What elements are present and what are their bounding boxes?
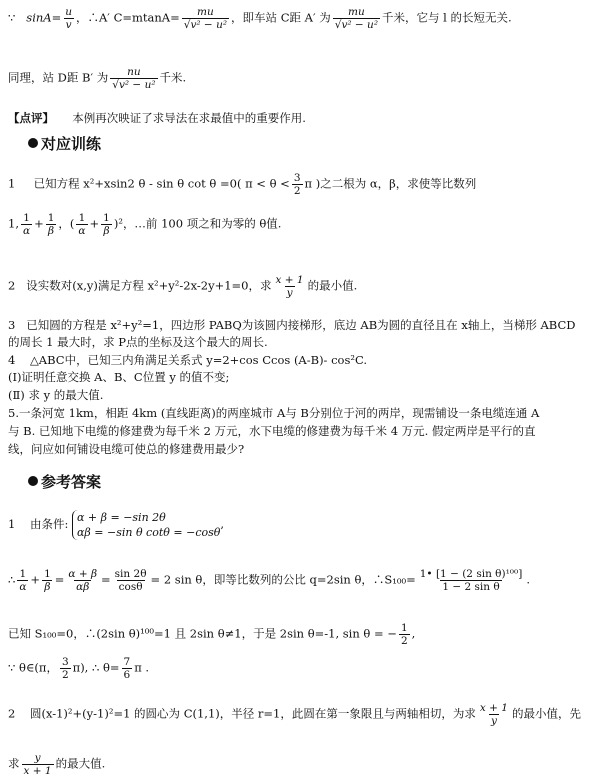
text-fragment: 2	[8, 706, 16, 721]
solution-line-1	[8, 6, 585, 31]
text-fragment: = 2 sin θ，即等比数列的公比 q=2sin θ，∴S₁₀₀=	[150, 572, 416, 587]
text-fragment: mu	[197, 6, 214, 18]
problem-4-part-i	[8, 369, 585, 385]
text-fragment: β	[48, 225, 55, 237]
text-fragment: =	[101, 572, 111, 587]
problem-5	[8, 405, 585, 421]
text-fragment: 线，问应如何铺设电缆可使总的修建费用最少?	[8, 442, 245, 456]
text-fragment: 1	[8, 176, 16, 191]
text-fragment: π )之二根为 α，β，求使等比数列	[304, 176, 477, 191]
fraction	[63, 6, 74, 31]
section-heading-practice	[28, 133, 101, 154]
text-fragment: 2	[8, 278, 16, 293]
math-part	[76, 212, 87, 237]
text-fragment: v² − u²	[190, 19, 228, 31]
text-fragment: 的最小值.	[307, 278, 358, 293]
text-fragment: 1	[8, 517, 16, 531]
math-part	[22, 752, 54, 777]
text-fragment: (Ⅰ)证明任意交换 A、B、C位置 y 的值不变;	[8, 370, 230, 384]
math-part	[60, 656, 71, 681]
text-fragment: 1	[400, 622, 408, 634]
text-fragment: v	[65, 19, 72, 31]
text-fragment: π), ∴ θ=	[72, 660, 120, 675]
text-fragment: 已知 S₁₀₀=0，∴(2sin θ)¹⁰⁰=1 且 2sin θ≠1，于是 2sin θ=-1, sin θ = −	[8, 626, 397, 641]
text-fragment: v² − u²	[341, 19, 379, 31]
math-part	[110, 78, 157, 91]
math-part	[42, 568, 53, 593]
text-fragment: 的最小值，先	[511, 706, 581, 721]
math-part	[418, 568, 525, 593]
text-fragment: ∴	[8, 572, 16, 587]
text-fragment: △ABC中，已知三内角满足关系式 y=2+cos Ccos (A-B)- cos²C.	[29, 353, 368, 367]
text-fragment: 的最大值.	[55, 756, 106, 771]
text-fragment: sin 2θ	[114, 568, 147, 580]
answer-1-line-2	[8, 568, 585, 593]
problem-5-cont2	[8, 441, 585, 457]
text-fragment: +	[34, 216, 44, 231]
text-fragment: 1 − 2 sin θ	[442, 581, 500, 593]
text-fragment: ,	[411, 626, 416, 641]
math-part	[21, 212, 32, 237]
answer-1-line-4	[8, 656, 585, 681]
text-fragment: αβ = −sin θ cotθ = −cosθ	[76, 526, 221, 539]
text-fragment: ，即车站 C距 A′ 为	[231, 10, 331, 25]
math-part	[182, 18, 229, 31]
text-fragment: 1,	[8, 216, 19, 231]
problem-2	[8, 274, 585, 299]
text-fragment: 千米.	[159, 70, 187, 85]
text-fragment: y	[286, 287, 293, 299]
math-part: √	[183, 19, 191, 31]
text-fragment: 设实数对(x,y)满足方程 x²+y²-2x-2y+1=0，求	[26, 278, 272, 293]
text-fragment: +	[89, 216, 100, 231]
problem-4-part-ii	[8, 387, 585, 403]
text-fragment: 1	[78, 212, 86, 224]
text-fragment: 3	[61, 656, 69, 668]
text-fragment: 1	[47, 212, 55, 224]
text-fragment: 1	[103, 212, 110, 224]
text-fragment: 4	[8, 353, 16, 367]
text-fragment: +	[30, 572, 41, 587]
text-fragment: y	[490, 715, 497, 727]
math-part: √	[334, 19, 342, 31]
math-part	[478, 702, 510, 727]
text-fragment: 2	[293, 185, 301, 197]
text-fragment: 与 B. 已知地下电缆的修建费为每千米 2 万元，水下电缆的修建费为每千米 4 万元. 假定两岸是平行的直	[8, 424, 536, 438]
text-fragment: )²	[113, 216, 123, 231]
answer-2	[8, 702, 585, 727]
math-part	[101, 212, 112, 237]
text-fragment: v² − u²	[118, 79, 156, 91]
text-fragment: β	[103, 225, 110, 237]
text-fragment: x + 1	[275, 274, 304, 286]
answer-2-cont	[8, 752, 585, 777]
text-fragment: β	[44, 581, 51, 593]
text-fragment: α + β	[68, 568, 98, 580]
text-fragment: cosθ	[118, 581, 143, 593]
text-fragment: u	[65, 6, 72, 18]
text-fragment: 6	[123, 669, 131, 681]
text-fragment: 1• [1 − (2 sin θ)¹⁰⁰]	[419, 568, 523, 580]
section-heading-answers	[28, 471, 101, 492]
text-fragment: ，∴A′ C=mtanA=	[76, 10, 180, 25]
because-symbol: ∵	[8, 10, 16, 25]
math-part	[333, 18, 380, 31]
text-fragment: α	[19, 581, 27, 593]
equation-system	[72, 510, 220, 540]
math-part	[399, 622, 410, 647]
fraction	[292, 172, 303, 197]
fraction	[333, 6, 380, 31]
text-fragment: nu	[127, 66, 141, 78]
math-part	[122, 656, 133, 681]
answer-1	[8, 510, 585, 540]
text-fragment: 由条件:	[29, 517, 69, 531]
text-fragment: y	[34, 752, 41, 764]
text-fragment: 5.一条河宽 1km，相距 4km (直线距离)的两座城市 A与 B分别位于河的两岸，现需铺设一条电缆连通 A	[8, 406, 540, 420]
text-fragment: mu	[348, 6, 365, 18]
text-fragment: 2	[400, 635, 408, 647]
fraction	[274, 274, 306, 299]
text-fragment: 圆(x-1)²+(y-1)²=1 的圆心为 C(1,1)，半径 r=1，此圆在第一象限且与两轴相切，为求	[29, 706, 476, 721]
fraction	[110, 66, 157, 91]
text-fragment: 3	[293, 172, 301, 184]
text-fragment: ∵ θ∈(π，	[8, 660, 58, 675]
text-fragment: =	[54, 572, 65, 587]
text-fragment: 求	[8, 756, 20, 771]
answer-1-line-3	[8, 622, 585, 647]
math-part	[17, 568, 28, 593]
solution-line-2	[8, 66, 585, 91]
text-fragment: .	[526, 572, 530, 587]
text-fragment: α	[22, 225, 31, 237]
problem-1-cont	[8, 212, 585, 237]
text-fragment: 参考答案	[41, 473, 102, 491]
problem-3-cont	[8, 334, 585, 350]
text-fragment: 本例再次映证了求导法在求最值中的重要作用.	[72, 111, 306, 125]
text-fragment: π .	[134, 660, 150, 675]
text-fragment: 2	[61, 669, 69, 681]
problem-1	[8, 172, 585, 197]
text-fragment: 对应训练	[41, 135, 102, 153]
text-fragment: 已知方程 x²+xsin2 θ - sin θ cot θ =0( π < θ <	[33, 176, 290, 191]
problem-4	[8, 352, 585, 368]
problem-5-cont1	[8, 423, 585, 439]
text-fragment: x + 1	[23, 765, 52, 777]
comment-tag: 【点评】	[8, 111, 54, 125]
text-fragment: (Ⅱ) 求 y 的最大值.	[8, 388, 104, 402]
text-fragment: 7	[123, 656, 131, 668]
text-fragment: 1	[44, 568, 51, 580]
text-fragment: 已知圆的方程是 x²+y²=1，四边形 PABQ为该圆内接梯形，底边 AB为圆的直径且在 x轴上，当梯形 ABCD	[26, 318, 576, 332]
math-part: √	[112, 79, 119, 91]
problem-3	[8, 317, 585, 333]
text-fragment: sinA=	[26, 10, 62, 25]
text-fragment: ,	[220, 517, 225, 531]
text-fragment: 1	[19, 568, 27, 580]
bullet-icon	[28, 476, 38, 486]
math-part	[66, 568, 99, 593]
text-fragment: 3	[8, 318, 16, 332]
text-fragment: αβ	[76, 581, 90, 593]
text-fragment: 1	[23, 212, 30, 224]
text-fragment: 千米，它与 l 的长短无关.	[382, 10, 512, 25]
text-fragment: 的周长 1 最大时，求 P点的坐标及这个最大的周长.	[8, 335, 268, 349]
math-part	[113, 568, 149, 593]
text-fragment: ，(	[58, 216, 75, 231]
fraction	[182, 6, 229, 31]
bullet-icon	[28, 138, 38, 148]
math-part	[46, 212, 57, 237]
text-fragment: ，…前 100 项之和为零的 θ值.	[122, 216, 282, 231]
text-fragment: 同理，站 D距 B′ 为	[8, 70, 109, 85]
comment-line	[8, 110, 585, 126]
text-fragment: x + 1	[479, 702, 508, 714]
text-fragment: α	[78, 225, 86, 237]
text-fragment: α + β = −sin 2θ	[76, 511, 166, 524]
